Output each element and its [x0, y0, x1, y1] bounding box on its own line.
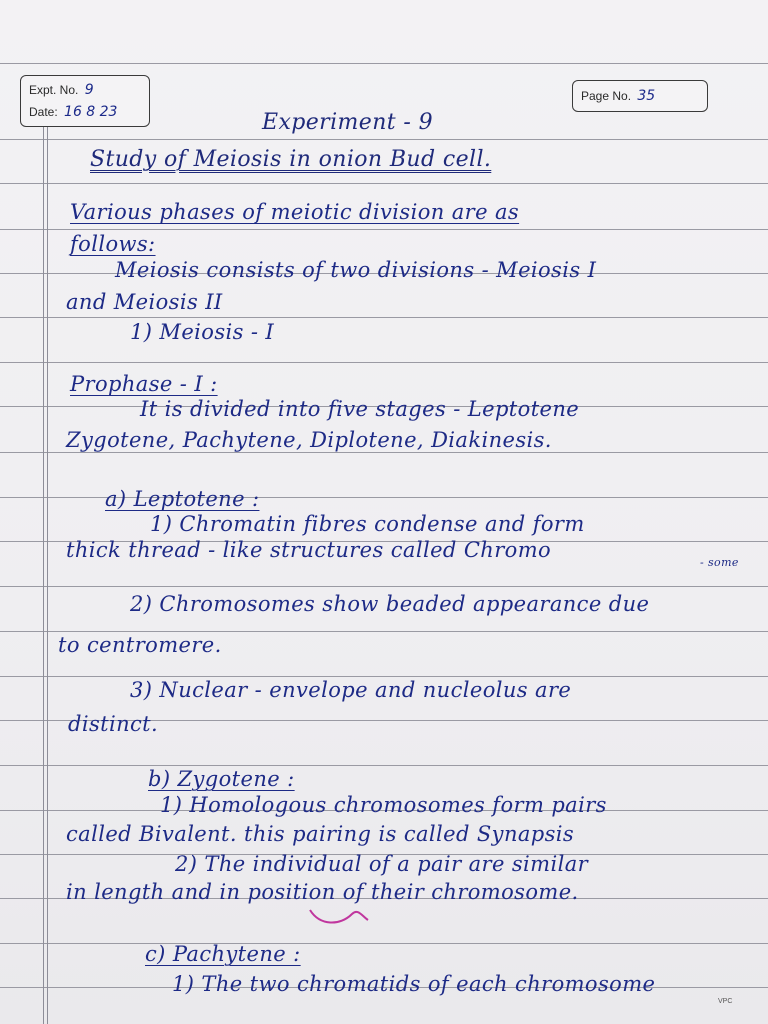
text-line: to centromere.	[58, 633, 222, 657]
experiment-info-box	[20, 75, 150, 127]
text-line: 3) Nuclear - envelope and nucleolus are	[130, 678, 572, 702]
page-number-box	[572, 80, 708, 112]
page-no-row	[581, 88, 655, 104]
expt-no-label: Expt. No.	[29, 83, 79, 97]
experiment-title: Experiment - 9	[262, 110, 434, 135]
rule-line	[0, 63, 768, 64]
text-line: and Meiosis II	[66, 290, 223, 314]
text-line: 1) Meiosis - I	[130, 320, 275, 344]
date-label: Date:	[29, 105, 58, 119]
date-row	[29, 104, 117, 120]
text-line: 1) Homologous chromosomes form pairs	[160, 793, 607, 817]
subsection-heading: a) Leptotene :	[105, 487, 260, 511]
margin-line	[47, 125, 48, 1024]
rule-line	[0, 317, 768, 318]
rule-line	[0, 139, 768, 140]
text-line: 2) Chromosomes show beaded appearance due	[130, 592, 650, 616]
corner-mark: VPC	[718, 998, 733, 1005]
margin-line	[43, 125, 44, 1024]
expt-no-row	[29, 82, 94, 98]
page-no-label: Page No.	[581, 89, 632, 103]
rule-line	[0, 943, 768, 944]
text-line: It is divided into five stages - Leptotene	[140, 397, 580, 421]
text-line: in length and in position of their chromosome.	[66, 880, 579, 904]
expt-no-value: 9	[84, 82, 94, 98]
text-line: 1) Chromatin fibres condense and form	[150, 512, 585, 536]
text-line: thick thread - like structures called Chromo	[66, 538, 552, 562]
text-line: called Bivalent. this pairing is called Synapsis	[66, 822, 575, 846]
rule-line	[0, 183, 768, 184]
text-line: Zygotene, Pachytene, Diplotene, Diakinesis.	[66, 428, 552, 452]
rule-line	[0, 362, 768, 363]
subsection-heading: c) Pachytene :	[145, 942, 301, 966]
text-line: Various phases of meiotic division are as	[70, 200, 520, 224]
rule-line	[0, 765, 768, 766]
rule-line	[0, 676, 768, 677]
experiment-subtitle: Study of Meiosis in onion Bud cell.	[90, 147, 492, 172]
pen-stroke	[300, 890, 380, 930]
rule-line	[0, 586, 768, 587]
page-no-value: 35	[637, 88, 656, 104]
date-value: 16 8 23	[64, 104, 118, 120]
rule-line	[0, 631, 768, 632]
rule-line	[0, 452, 768, 453]
rule-line	[0, 229, 768, 230]
subsection-heading: b) Zygotene :	[148, 767, 295, 791]
text-line: distinct.	[68, 712, 159, 736]
text-line: follows:	[70, 232, 156, 256]
text-line: 1) The two chromatids of each chromosome	[172, 972, 656, 996]
text-line: - some	[700, 556, 739, 569]
text-line: 2) The individual of a pair are similar	[175, 852, 589, 876]
section-heading: Prophase - I :	[70, 372, 218, 396]
text-line: Meiosis consists of two divisions - Meiosis I	[115, 258, 597, 282]
